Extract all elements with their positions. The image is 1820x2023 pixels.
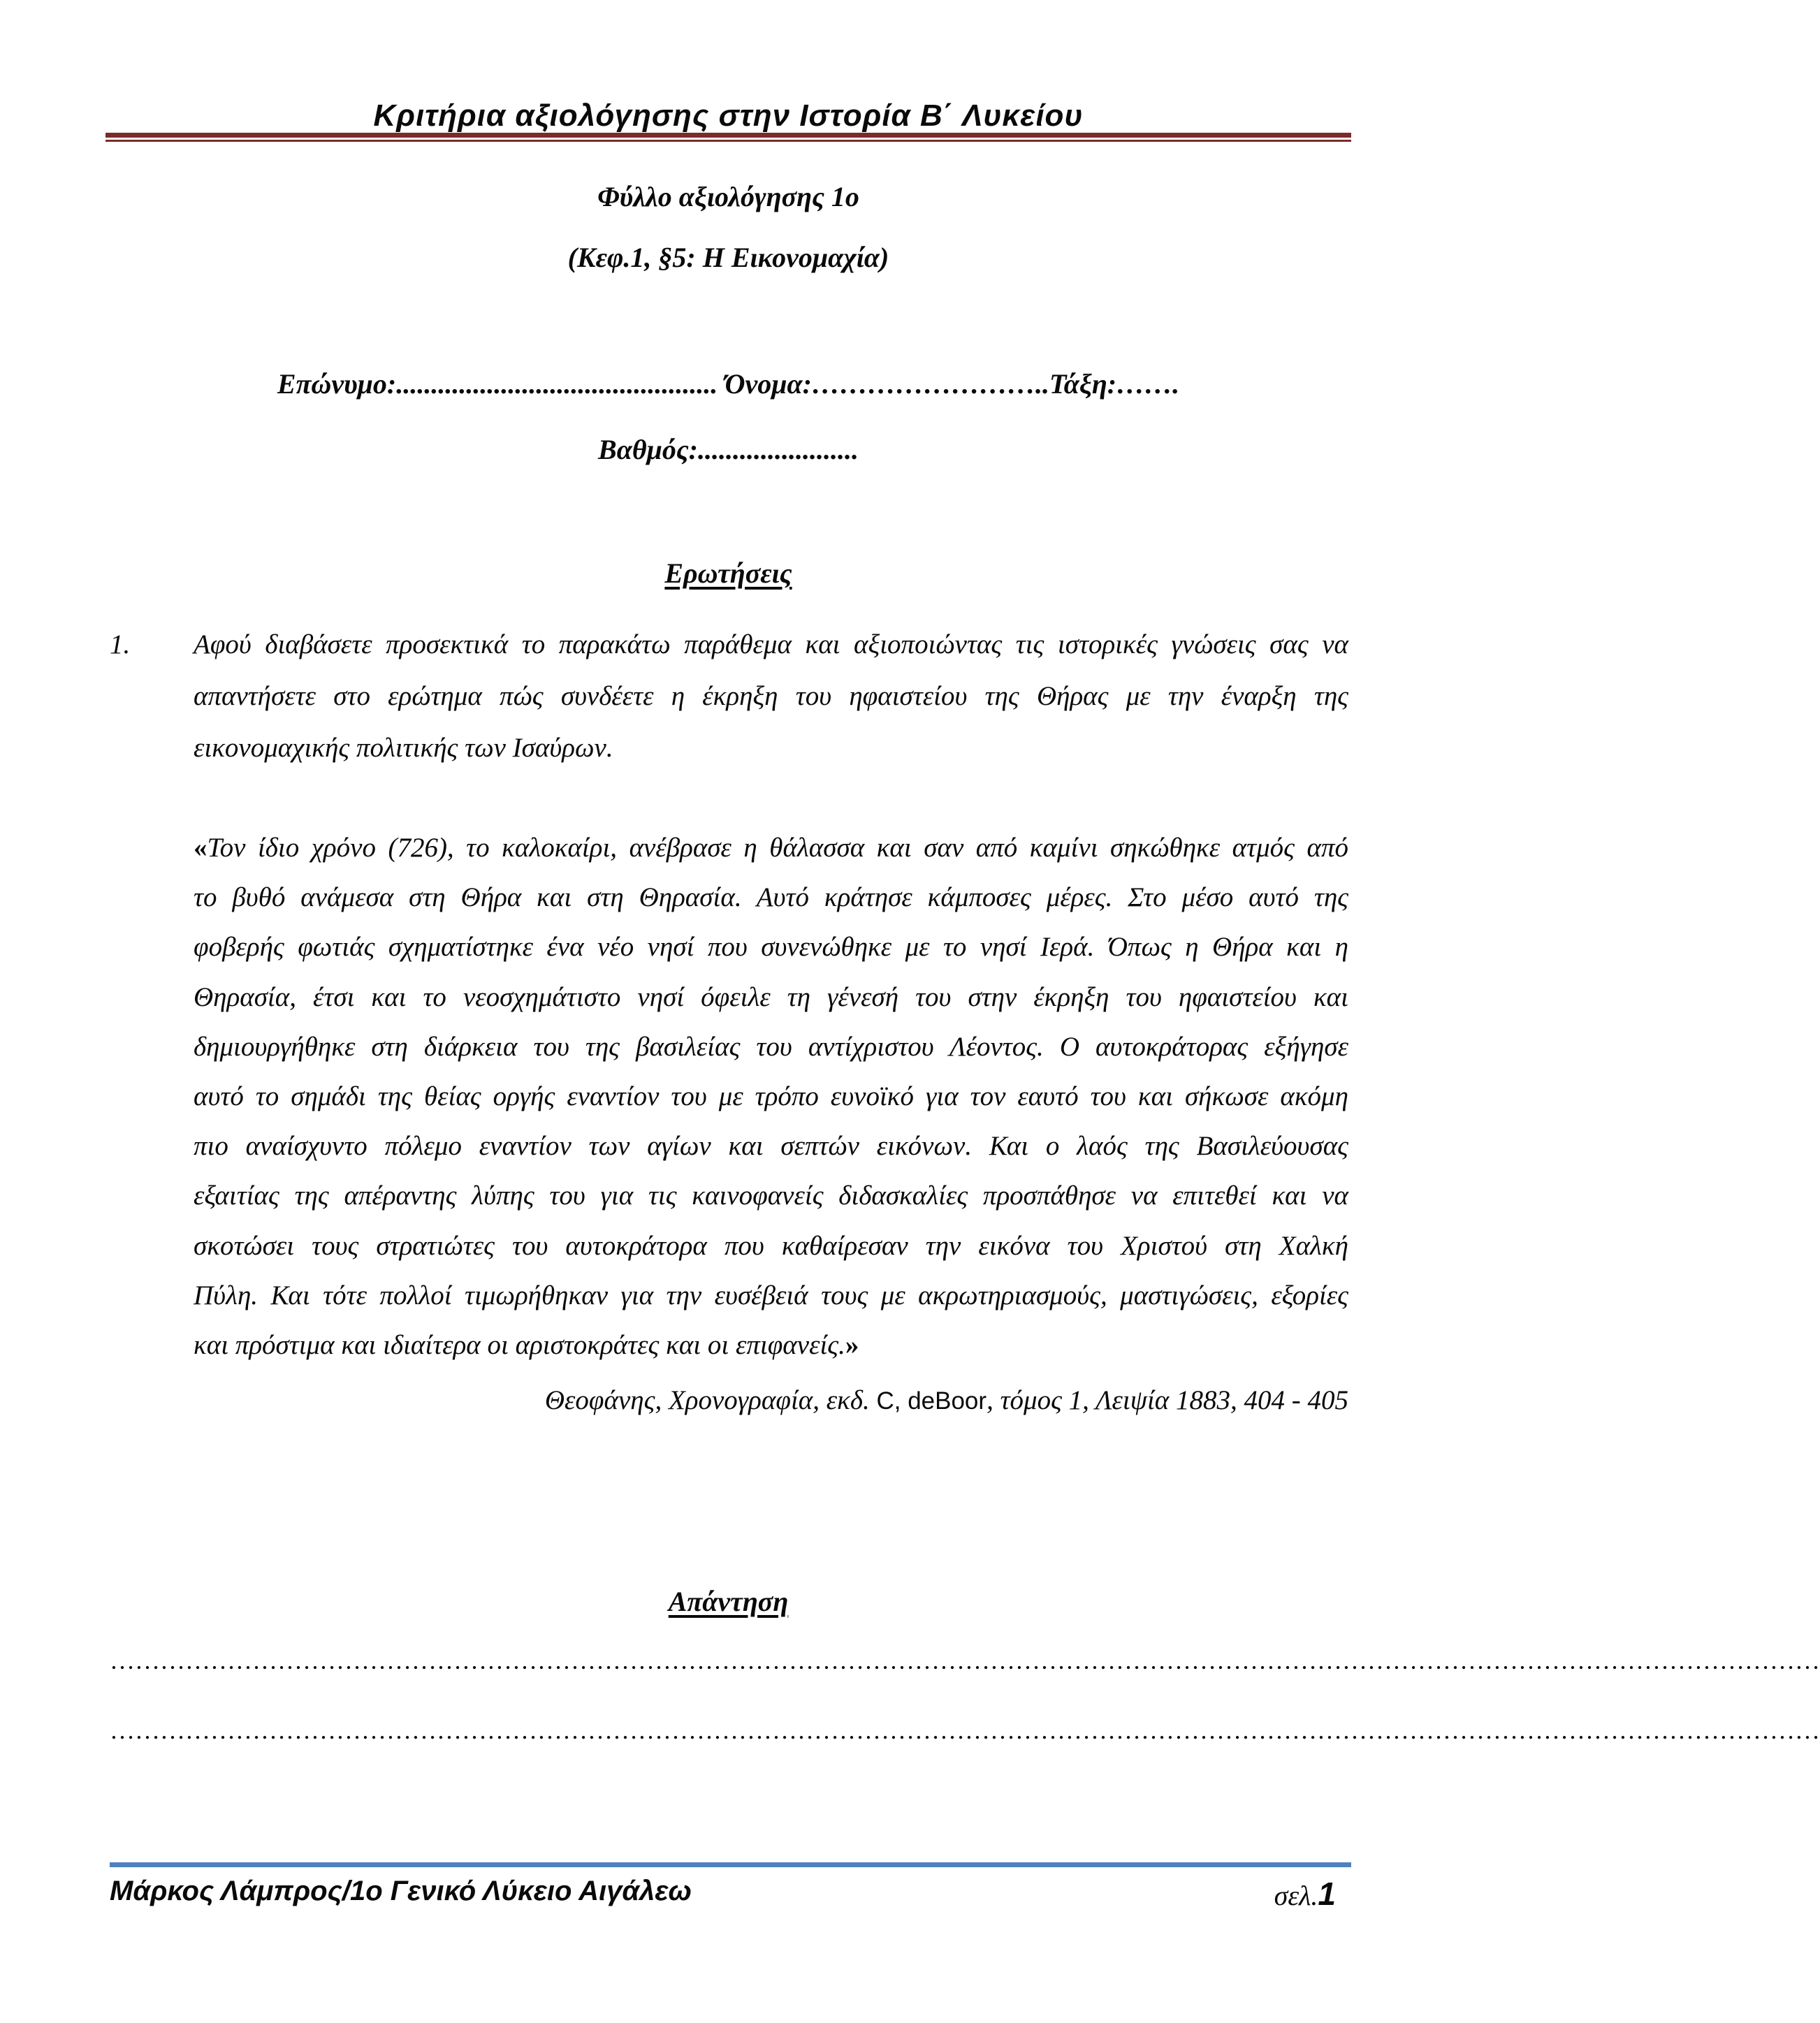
close-quote-mark: » <box>845 1329 859 1360</box>
source-quote-line <box>194 823 1348 872</box>
source-quote-line: Πύλη. Και τότε πολλοί τιμωρήθηκαν για την ευσέβειά τους με ακρωτηριασμούς, μαστιγώσεις, εξορίες <box>194 1280 1348 1310</box>
answer-dotted-line: …………………………………………………………………………………………………………………………………………………………………………………… <box>110 1646 1820 1674</box>
open-quote-mark: « <box>194 833 208 863</box>
worksheet-title: Φύλλο αξιολόγησης 1ο <box>597 181 859 212</box>
name-blank: …………………….. <box>811 368 1049 400</box>
source-quote-line: φοβερής φωτιάς σχηματίστηκε ένα νέο νησί που συνενώθηκε με το νησί Ιερά. Όπως η Θήρα και η <box>194 932 1348 963</box>
citation-text: , τόμος 1, Λειψία 1883, 404 - 405 <box>987 1385 1348 1415</box>
footer-rule <box>110 1862 1351 1867</box>
question-text-line: εικονομαχικής πολιτικής των Ισαύρων. <box>194 733 613 763</box>
grade-blank: ....................... <box>697 434 859 465</box>
source-quote-line: πιο αναίσχυντο πόλεμο εναντίον των αγίων και σεπτών εικόνων. Και ο λαός της Βασιλεύουσας <box>194 1131 1348 1162</box>
answer-heading-text: Απάντηση <box>668 1586 789 1617</box>
question-text-line: Αφού διαβάσετε προσεκτικά το παρακάτω παράθεμα και αξιοποιώντας τις ιστορικές γνώσεις σας να <box>194 629 1348 659</box>
source-quote-line: Θηρασία, έτσι και το νεοσχημάτιστο νησί όφειλε τη γένεσή του στην έκρηξη του ηφαιστείου και <box>194 981 1348 1012</box>
source-citation <box>194 1375 1348 1426</box>
source-quote-line <box>194 1320 1348 1370</box>
header-double-rule <box>105 133 1351 142</box>
source-quote <box>194 823 1348 1370</box>
grade-label: Βαθμός: <box>598 434 698 465</box>
source-quote-line: εξαιτίας της απέραντης λύπης του για τις καινοφανείς διδασκαλίες προσπάθησε να επιτεθεί και να <box>194 1181 1348 1211</box>
source-quote-line: σκοτώσει τους στρατιώτες του αυτοκράτορα που καθαίρεσαν την εικόνα του Χριστού στη Χαλκή <box>194 1230 1348 1261</box>
page-label: σελ. <box>1274 1880 1318 1911</box>
surname-blank: .............................................. <box>396 368 718 400</box>
class-label: Τάξη: <box>1049 368 1117 400</box>
answer-dotted-line: …………………………………………………………………………………………………………………………………………………………………………………… <box>110 1716 1820 1744</box>
citation-text: Θεοφάνης, Χρονογραφία, εκδ. <box>544 1385 877 1415</box>
source-quote-line-text: Τον ίδιο χρόνο (726), το καλοκαίρι, ανέβρασε η θάλασσα και σαν από καμίνι σηκώθηκε ατμός από <box>207 833 1348 863</box>
source-quote-line: το βυθό ανάμεσα στη Θήρα και στη Θηρασία. Αυτό κράτησε κάμποσες μέρες. Στο μέσο αυτό της <box>194 882 1348 913</box>
student-info-line <box>105 359 1351 409</box>
running-header-title: Κριτήρια αξιολόγησης στην Ιστορία Β΄ Λυκείου <box>373 98 1084 133</box>
questions-heading-text: Ερωτήσεις <box>664 557 792 589</box>
source-quote-line: δημιουργήθηκε στη διάρκεια του της βασιλείας του αντίχριστου Λέοντος. Ο αυτοκράτορας εξήγησε <box>194 1031 1348 1062</box>
name-label: Όνομα: <box>725 368 812 400</box>
page-number-value: 1 <box>1318 1876 1336 1912</box>
question-text <box>194 619 1348 774</box>
surname-label: Επώνυμο: <box>277 368 397 400</box>
class-blank: ……. <box>1116 368 1180 400</box>
worksheet-subtitle: (Κεφ.1, §5: Η Εικονομαχία) <box>567 242 889 273</box>
answer-heading <box>105 1577 1351 1627</box>
page-number <box>1274 1873 1336 1915</box>
questions-heading <box>105 548 1351 599</box>
question-text-line: απαντήσετε στο ερώτημα πώς συνδέετε η έκρηξη του ηφαιστείου της Θήρας με την έναρξη της <box>194 681 1348 711</box>
grade-line <box>105 425 1351 475</box>
source-quote-line-text: και πρόστιμα και ιδιαίτερα οι αριστοκράτες και οι επιφανείς. <box>194 1329 845 1360</box>
citation-editor: C, deBoor <box>876 1387 987 1415</box>
source-quote-line: αυτό το σημάδι της θείας οργής εναντίον του με τρόπο ευνοϊκό για τον εαυτό του και σήκωσε ακόμη <box>194 1081 1348 1111</box>
question-number: 1. <box>110 629 131 659</box>
footer-author: Μάρκος Λάμπρος/1ο Γενικό Λύκειο Αιγάλεω <box>110 1876 692 1906</box>
